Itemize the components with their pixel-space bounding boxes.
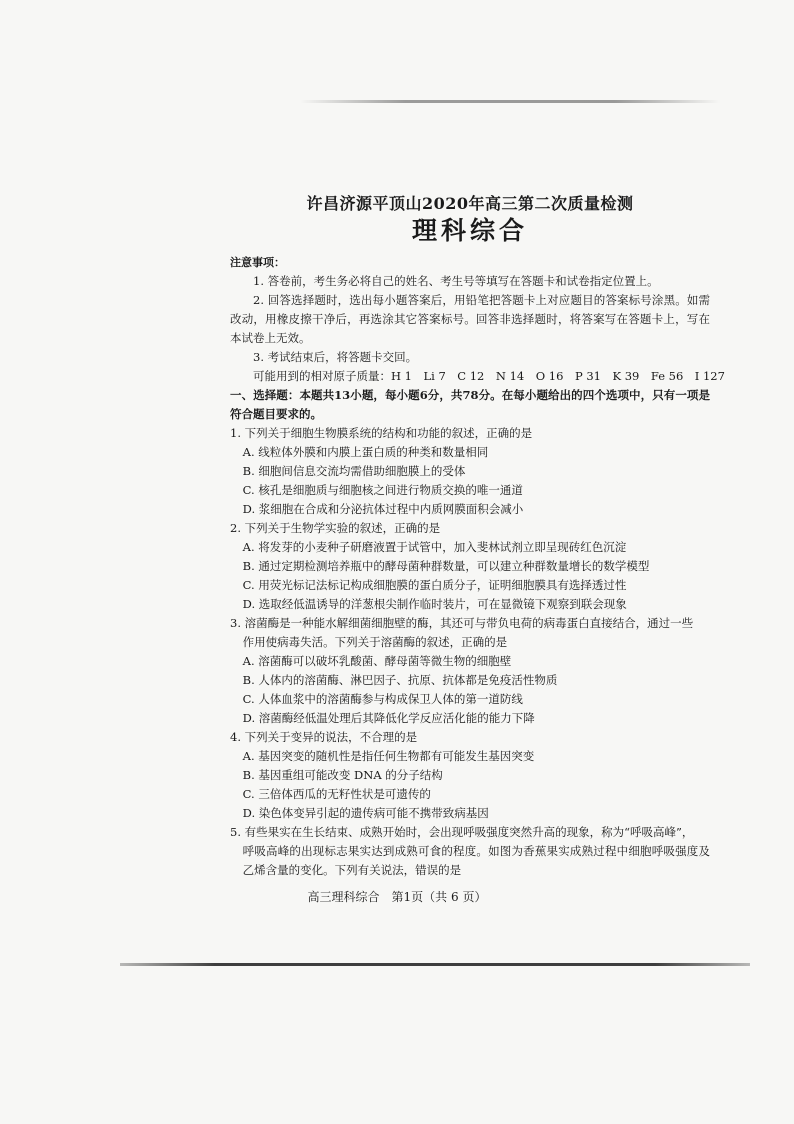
option-d: D. 浆细胞在合成和分泌抗体过程中内质网膜面积会减小 — [242, 502, 524, 516]
question-5 — [230, 823, 710, 880]
scan-artifact-bottom — [120, 963, 750, 966]
option-b: B. 基因重组可能改变 DNA 的分子结构 — [242, 768, 443, 782]
question-stem: 3. 溶菌酶是一种能水解细菌细胞壁的酶，其还可与带负电荷的病毒蛋白直接结合，通过一些 — [230, 616, 694, 630]
notice-item: 2. 回答选择题时，选出每小题答案后，用铅笔把答题卡上对应题目的答案标号涂黑。如需改动，用橡皮擦干净后，再选涂其它答案标号。回答非选择题时，将答案写在答题卡上，写在本试卷上无效。 — [230, 293, 710, 345]
question-stem-continued: 作用使病毒失活。下列关于溶菌酶的叙述，正确的是 — [242, 635, 508, 649]
question-1 — [230, 424, 710, 519]
question-stem: 4. 下列关于变异的说法，不合理的是 — [230, 730, 418, 744]
option-c: C. 人体血浆中的溶菌酶参与构成保卫人体的第一道防线 — [242, 692, 523, 706]
option-a: A. 溶菌酶可以破坏乳酸菌、酵母菌等微生物的细胞壁 — [242, 654, 512, 668]
option-c: C. 核孔是细胞质与细胞核之间进行物质交换的唯一通道 — [242, 483, 523, 497]
notice-block — [230, 253, 725, 386]
exam-title: 许昌济源平顶山2020年高三第二次质量检测 — [306, 194, 634, 213]
option-c: C. 用荧光标记法标记构成细胞膜的蛋白质分子，证明细胞膜具有选择透过性 — [242, 578, 627, 592]
option-b: B. 细胞间信息交流均需借助细胞膜上的受体 — [242, 464, 466, 478]
page-footer: 高三理科综合 第1页（共 6 页） — [307, 890, 487, 904]
option-a: A. 基因突变的随机性是指任何生物都有可能发生基因突变 — [242, 749, 535, 763]
section-heading: 一、选择题：本题共13小题，每小题6分，共78分。在每小题给出的四个选项中，只有一项是符合题目要求的。 — [230, 388, 710, 421]
option-b: B. 人体内的溶菌酶、淋巴因子、抗原、抗体都是免疫活性物质 — [242, 673, 558, 687]
option-b: B. 通过定期检测培养瓶中的酵母菌种群数量，可以建立种群数量增长的数学模型 — [242, 559, 650, 573]
option-d: D. 染色体变异引起的遗传病可能不携带致病基因 — [242, 806, 489, 820]
question-stem: 2. 下列关于生物学实验的叙述，正确的是 — [230, 521, 441, 535]
notice-item: 1. 答卷前，考生务必将自己的姓名、考生号等填写在答题卡和试卷指定位置上。 — [253, 274, 659, 288]
option-a: A. 线粒体外膜和内膜上蛋白质的种类和数量相同 — [242, 445, 489, 459]
question-stem-continued: 呼吸高峰的出现标志果实达到成熟可食的程度。如图为香蕉果实成熟过程中细胞呼吸强度及乙烯含量的变化。下列有关说法，错误的是 — [242, 844, 710, 877]
question-2 — [230, 519, 710, 614]
option-c: C. 三倍体西瓜的无籽性状是可遗传的 — [242, 787, 431, 801]
question-3 — [230, 614, 710, 728]
option-a: A. 将发芽的小麦种子研磨液置于试管中，加入斐林试剂立即呈现砖红色沉淀 — [242, 540, 627, 554]
question-4 — [230, 728, 710, 823]
exam-page — [230, 190, 725, 880]
subject-title: 理科综合 — [411, 216, 528, 245]
option-d: D. 溶菌酶经低温处理后其降低化学反应活化能的能力下降 — [242, 711, 535, 725]
atomic-masses: 可能用到的相对原子质量：H 1 Li 7 C 12 N 14 O 16 P 31 K 39 Fe 56 I 127 — [253, 369, 725, 383]
scan-artifact-top — [300, 100, 720, 103]
notice-item: 3. 考试结束后，将答题卡交回。 — [253, 350, 418, 364]
option-d: D. 选取经低温诱导的洋葱根尖制作临时装片，可在显微镜下观察到联会现象 — [242, 597, 627, 611]
question-stem: 1. 下列关于细胞生物膜系统的结构和功能的叙述，正确的是 — [230, 426, 533, 440]
notice-heading: 注意事项： — [230, 256, 285, 269]
question-stem: 5. 有些果实在生长结束、成熟开始时，会出现呼吸强度突然升高的现象，称为“呼吸高峰”， — [230, 825, 694, 839]
